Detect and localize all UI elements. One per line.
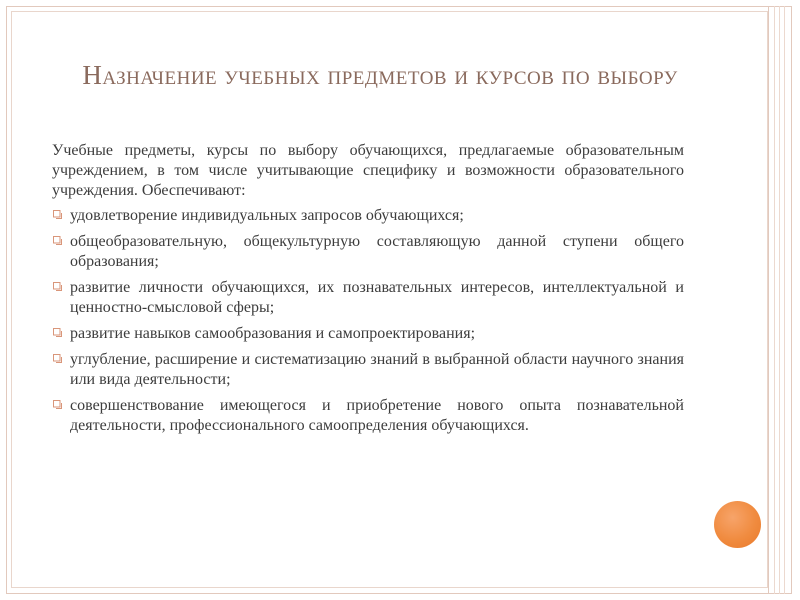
decorative-side-band — [768, 6, 792, 594]
bullet-text: углубление, расширение и систематизацию знаний в выбранной области научного знания или вида деятельности; — [70, 351, 684, 388]
hollow-square-bullet-icon — [52, 327, 63, 338]
decorative-orange-circle — [714, 501, 761, 548]
bullet-text: удовлетворение индивидуальных запросов обучающихся; — [70, 207, 464, 224]
hollow-square-bullet-icon — [52, 399, 63, 410]
hollow-square-bullet-icon — [52, 353, 63, 364]
list-item — [52, 396, 684, 436]
list-item — [52, 350, 684, 390]
bullet-text: развитие личности обучающихся, их познавательных интересов, интеллектуальной и ценностно-смысловой сферы; — [70, 279, 684, 316]
list-item — [52, 324, 684, 344]
bullet-text: развитие навыков самообразования и самопроектирования; — [70, 325, 476, 342]
intro-paragraph: Учебные предметы, курсы по выбору обучающихся, предлагаемые образовательным учреждением, в том числе учитывающие специфику и возможности образовательного учреждения. Обеспечивают: — [52, 142, 684, 199]
bullet-text: совершенствование имеющегося и приобретение нового опыта познавательной деятельности, профессионального самоопределения обучающихся. — [70, 397, 684, 434]
list-item — [52, 206, 684, 226]
hollow-square-bullet-icon — [52, 209, 63, 220]
slide-title: Назначение учебных предметов и курсов по выбору — [82, 60, 678, 90]
hollow-square-bullet-icon — [52, 235, 63, 246]
list-item — [52, 232, 684, 272]
slide-body — [52, 141, 684, 442]
list-item — [52, 278, 684, 318]
bullet-list — [52, 206, 684, 436]
bullet-text: общеобразовательную, общекультурную составляющую данной ступени общего образования; — [70, 233, 684, 270]
hollow-square-bullet-icon — [52, 281, 63, 292]
